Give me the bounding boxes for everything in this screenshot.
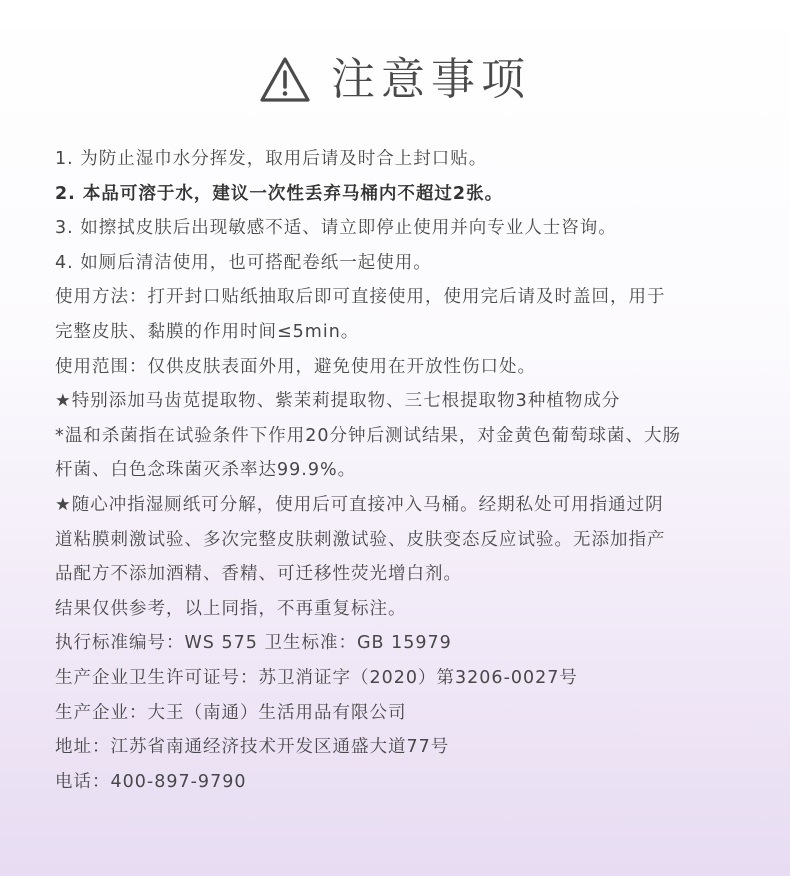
license-line: 生产企业卫生许可证号：苏卫消证字（2020）第3206-0027号: [55, 667, 578, 688]
flushable-note-line: 品配方不添加酒精、香精、可迁移性荧光增白剂。: [55, 564, 462, 585]
notice-line: 1. 为防止湿巾水分挥发，取用后请及时合上封口贴。: [55, 149, 488, 169]
usage-method-line: 使用方法：打开封口贴纸抽取后即可直接使用，使用完后请及时盖回，用于: [55, 287, 666, 308]
notice-line: 4. 如厕后清洁使用，也可搭配卷纸一起使用。: [55, 252, 432, 273]
notice-line: 3. 如擦拭皮肤后出现敏感不适、请立即停止使用并向专业人士咨询。: [55, 218, 617, 239]
phone-line: 电话：400-897-9790: [55, 771, 247, 792]
usage-method-line: 完整皮肤、黏膜的作用时间≤5min。: [55, 321, 360, 342]
notice-line-emphasis: 2. 本品可溶于水，建议一次性丢弃马桶内不超过2张。: [55, 183, 504, 204]
disclaimer-line: 结果仅供参考，以上同指，不再重复标注。: [55, 598, 407, 619]
notice-list: [55, 142, 765, 799]
standard-line: 执行标准编号：WS 575 卫生标准：GB 15979: [55, 633, 452, 654]
warning-icon: [259, 56, 311, 104]
ingredient-line: ★特别添加马齿苋提取物、紫茉莉提取物、三七根提取物3种植物成分: [55, 391, 621, 412]
sterilization-note-line: 杆菌、白色念珠菌灭杀率达99.9%。: [55, 460, 357, 481]
usage-scope-line: 使用范围：仅供皮肤表面外用，避免使用在开放性伤口处。: [55, 356, 536, 377]
header: [0, 50, 790, 110]
flushable-note-line: ★随心冲指湿厕纸可分解，使用后可直接冲入马桶。经期私处可用指通过阴: [55, 494, 664, 515]
page-title: 注意事项: [331, 54, 531, 105]
address-line: 地址：江苏省南通经济技术开发区通盛大道77号: [55, 737, 450, 758]
flushable-note-line: 道粘膜刺激试验、多次完整皮肤刺激试验、皮肤变态反应试验。无添加指产: [55, 529, 666, 550]
sterilization-note-line: *温和杀菌指在试验条件下作用20分钟后测试结果，对金黄色葡萄球菌、大肠: [55, 425, 682, 446]
manufacturer-line: 生产企业：大王（南通）生活用品有限公司: [55, 702, 407, 723]
